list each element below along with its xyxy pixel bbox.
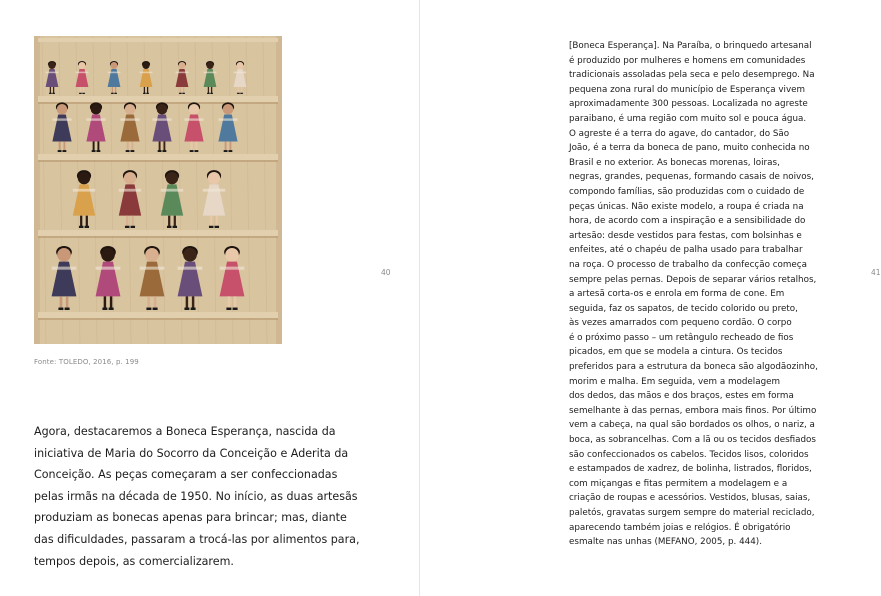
cabinet-side-left bbox=[34, 36, 40, 344]
body-paragraph bbox=[34, 421, 364, 572]
doll-leg bbox=[192, 296, 194, 308]
quote-line: Brasil e no exterior. As bonecas morenas, loiras, bbox=[569, 157, 780, 168]
doll-head bbox=[57, 104, 68, 115]
page-number-left: 40 bbox=[381, 268, 391, 277]
doll-trim bbox=[46, 72, 59, 74]
doll-leg bbox=[63, 141, 65, 151]
shelf-shadow bbox=[38, 318, 278, 320]
doll-trim bbox=[178, 267, 203, 270]
doll-shoe bbox=[191, 308, 196, 310]
doll-trim bbox=[184, 118, 203, 120]
doll-leg bbox=[59, 141, 61, 151]
doll-leg bbox=[159, 141, 161, 151]
doll-leg bbox=[168, 216, 170, 227]
doll-shoe bbox=[215, 226, 219, 228]
doll-shoe bbox=[62, 150, 66, 152]
doll-shoe bbox=[237, 93, 240, 94]
paragraph-line: das dificuldades, passaram a trocá-las por alimentos para, bbox=[34, 532, 360, 546]
doll-head bbox=[157, 104, 168, 115]
quote-line: são confeccionados os cabelos. Tecidos lisos, coloridos bbox=[569, 449, 809, 460]
doll-head bbox=[142, 62, 149, 69]
quote-line: esmalte nas unhas (MEFANO, 2005, p. 444). bbox=[569, 537, 762, 548]
shelf bbox=[38, 230, 278, 236]
quote-line: paraibano, é uma região com muito sol e pouca água. bbox=[569, 113, 807, 124]
paragraph-line: tempos depois, as comercializarem. bbox=[34, 554, 234, 568]
doll-leg bbox=[86, 216, 88, 227]
doll-shoe bbox=[153, 308, 158, 310]
page-number-right: 41 bbox=[871, 268, 881, 277]
doll-leg bbox=[234, 296, 236, 308]
doll-leg bbox=[147, 87, 148, 93]
paragraph-line: Conceição. As peças começaram a ser confeccionadas bbox=[34, 468, 338, 482]
doll-shoe bbox=[79, 226, 83, 228]
doll-leg bbox=[229, 141, 231, 151]
quote-line: O agreste é a terra do agave, do cantador, do São bbox=[569, 128, 790, 139]
doll-head bbox=[91, 104, 102, 115]
shelf-shadow bbox=[38, 236, 278, 238]
quote-line: compondo famílias, são produzidas com o cuidado de bbox=[569, 186, 805, 197]
doll-shoe bbox=[52, 93, 55, 94]
quote-line: peças únicas. Não existe modelo, a roupa é criada na bbox=[569, 201, 804, 212]
doll-leg bbox=[50, 87, 51, 93]
quote-line: vem a cabeça, na qual são bordados os olhos, o nariz, a bbox=[569, 420, 815, 431]
shelf-shadow bbox=[38, 160, 278, 162]
quote-line: pequena zona rural do município de Esperança vivem bbox=[569, 84, 806, 95]
doll-trim bbox=[119, 189, 141, 192]
top-board bbox=[38, 38, 278, 42]
doll-leg bbox=[132, 216, 134, 227]
doll-leg bbox=[127, 141, 129, 151]
doll-trim bbox=[140, 72, 153, 74]
doll-leg bbox=[228, 296, 230, 308]
doll-leg bbox=[241, 87, 242, 93]
doll-shoe bbox=[162, 150, 166, 152]
doll-leg bbox=[225, 141, 227, 151]
doll-leg bbox=[144, 87, 145, 93]
quote-line: picados, em que se modela a cintura. Os tecidos bbox=[569, 347, 783, 358]
left-page bbox=[0, 0, 419, 596]
doll-leg bbox=[183, 87, 184, 93]
quote-line: aparecendo também joias e relógios. É obrigatório bbox=[569, 522, 791, 533]
quote-line: preferidos para a estrutura da boneca são algodãozinho, bbox=[569, 362, 818, 373]
doll-head bbox=[78, 172, 90, 184]
cabinet-side-right bbox=[276, 36, 282, 344]
doll-trim bbox=[96, 267, 121, 270]
paragraph-line: pelas irmãs na década de 1950. No início, as duas artesãs bbox=[34, 489, 358, 503]
doll-shoe bbox=[182, 93, 185, 94]
doll-leg bbox=[174, 216, 176, 227]
doll-shoe bbox=[79, 93, 82, 94]
quote-line: negras, grandes, pequenas, formando casais de noivos, bbox=[569, 172, 814, 183]
doll-shoe bbox=[158, 150, 162, 152]
doll-shoe bbox=[194, 150, 198, 152]
doll-shoe bbox=[65, 308, 70, 310]
paragraph-line: produziam as bonecas apenas para brincar; mas, diante bbox=[34, 511, 347, 525]
doll-leg bbox=[60, 296, 62, 308]
doll-head bbox=[236, 62, 243, 69]
doll-head bbox=[145, 248, 159, 262]
doll-leg bbox=[216, 216, 218, 227]
doll-trim bbox=[234, 72, 247, 74]
quote-line: paletós, gravatas surgem sempre do material reciclado, bbox=[569, 508, 815, 518]
doll-leg bbox=[195, 141, 197, 151]
doll-leg bbox=[110, 296, 112, 308]
doll-shoe bbox=[96, 150, 100, 152]
doll-trim bbox=[108, 72, 121, 74]
quote-line: seguida, faz os sapatos, de tecido colorido ou preto, bbox=[569, 303, 798, 314]
doll-shoe bbox=[209, 226, 213, 228]
doll-shoe bbox=[146, 93, 149, 94]
figure-caption: Fonte: TOLEDO, 2016, p. 199 bbox=[34, 358, 139, 366]
quote-line: a artesã corta-os e enrola em forma de cone. Em bbox=[569, 289, 785, 300]
doll-leg bbox=[148, 296, 150, 308]
doll-shoe bbox=[58, 150, 62, 152]
quote-line: [Boneca Esperança]. Na Paraíba, o brinquedo artesanal bbox=[569, 41, 812, 51]
quote-line: boca, as sobrancelhas. Com a lã ou os tecidos desfiados bbox=[569, 435, 816, 446]
doll-shoe bbox=[190, 150, 194, 152]
quote-line: artesão: desde vestidos para festas, com bolsinhas e bbox=[569, 230, 802, 241]
quote-line: enfeites, até o chapéu de palha usado para trabalhar bbox=[569, 245, 803, 256]
quote-line: é produzido por mulheres e homens em comunidades bbox=[569, 55, 806, 66]
doll-head bbox=[78, 62, 85, 69]
doll-head bbox=[101, 248, 115, 262]
doll-leg bbox=[66, 296, 68, 308]
doll-shoe bbox=[228, 150, 232, 152]
doll-leg bbox=[191, 141, 193, 151]
block-quote bbox=[569, 39, 819, 550]
doll-head bbox=[183, 248, 197, 262]
doll-shoe bbox=[92, 150, 96, 152]
doll-shoe bbox=[58, 308, 63, 310]
doll-trim bbox=[152, 118, 171, 120]
quote-line: na roça. O processo de trabalho da confecção começa bbox=[569, 259, 807, 270]
doll-trim bbox=[52, 267, 77, 270]
shelf bbox=[38, 154, 278, 160]
doll-trim bbox=[76, 72, 89, 74]
quote-line: criação de roupas e acessórios. Vestidos, blusas, saias, bbox=[569, 493, 811, 504]
doll-head bbox=[189, 104, 200, 115]
quote-line: semelhante à das pernas, embora mais finos. Por último bbox=[569, 405, 817, 416]
doll-head bbox=[208, 172, 220, 184]
doll-head bbox=[125, 104, 136, 115]
doll-trim bbox=[204, 72, 217, 74]
shelf bbox=[38, 312, 278, 318]
doll-leg bbox=[163, 141, 165, 151]
doll-shoe bbox=[226, 308, 231, 310]
doll-leg bbox=[53, 87, 54, 93]
doll-shoe bbox=[85, 226, 89, 228]
doll-trim bbox=[73, 189, 95, 192]
doll-trim bbox=[220, 267, 245, 270]
doll-leg bbox=[131, 141, 133, 151]
quote-line: dos dedos, das mãos e dos braços, estes em forma bbox=[569, 391, 794, 402]
doll-head bbox=[124, 172, 136, 184]
doll-leg bbox=[154, 296, 156, 308]
doll-shoe bbox=[125, 226, 129, 228]
quote-line: tradicionais assoladas pela seca e pelo desemprego. Na bbox=[569, 70, 815, 81]
doll-trim bbox=[52, 118, 71, 120]
quote-line: aproximadamente 300 pessoas. Localizada no agreste bbox=[569, 99, 808, 110]
doll-leg bbox=[80, 216, 82, 227]
doll-leg bbox=[126, 216, 128, 227]
quote-line: às vezes amarrados com pequeno cordão. O corpo bbox=[569, 318, 792, 329]
doll-shoe bbox=[179, 93, 182, 94]
doll-leg bbox=[211, 87, 212, 93]
doll-leg bbox=[80, 87, 81, 93]
doll-shoe bbox=[126, 150, 130, 152]
doll-shoe bbox=[111, 93, 114, 94]
doll-head bbox=[178, 62, 185, 69]
doll-shoe bbox=[240, 93, 243, 94]
doll-leg bbox=[93, 141, 95, 151]
doll-shoe bbox=[130, 150, 134, 152]
doll-head bbox=[57, 248, 71, 262]
doll-leg bbox=[115, 87, 116, 93]
doll-leg bbox=[238, 87, 239, 93]
doll-shoe bbox=[49, 93, 52, 94]
doll-shoe bbox=[82, 93, 85, 94]
doll-trim bbox=[161, 189, 183, 192]
doll-head bbox=[110, 62, 117, 69]
doll-leg bbox=[83, 87, 84, 93]
doll-shoe bbox=[114, 93, 117, 94]
quote-line: João, é a terra da boneca de pano, muito conhecida no bbox=[569, 143, 810, 154]
doll-leg bbox=[104, 296, 106, 308]
doll-shoe bbox=[210, 93, 213, 94]
paragraph-line: Agora, destacaremos a Boneca Esperança, nascida da bbox=[34, 425, 336, 438]
doll-shoe bbox=[109, 308, 114, 310]
doll-head bbox=[223, 104, 234, 115]
doll-trim bbox=[218, 118, 237, 120]
paragraph-line: iniciativa de Maria do Socorro da Conceição e Aderita da bbox=[34, 446, 349, 460]
doll-head bbox=[225, 248, 239, 262]
doll-trim bbox=[120, 118, 139, 120]
doll-head bbox=[166, 172, 178, 184]
doll-shoe bbox=[224, 150, 228, 152]
quote-line: e estampados de xadrez, de bolinha, listrados, floridos, bbox=[569, 464, 812, 475]
doll-shoe bbox=[167, 226, 171, 228]
doll-shelf-photo bbox=[34, 36, 282, 344]
doll-trim bbox=[140, 267, 165, 270]
doll-shoe bbox=[207, 93, 210, 94]
doll-shoe bbox=[131, 226, 135, 228]
shelf bbox=[38, 96, 278, 102]
doll-leg bbox=[97, 141, 99, 151]
doll-head bbox=[48, 62, 55, 69]
doll-trim bbox=[203, 189, 225, 192]
doll-trim bbox=[86, 118, 105, 120]
doll-shoe bbox=[102, 308, 107, 310]
quote-line: morim e malha. Em seguida, vem a modelagem bbox=[569, 376, 781, 387]
doll-shoe bbox=[173, 226, 177, 228]
doll-head bbox=[206, 62, 213, 69]
quote-line: é o próximo passo – um retângulo recheado de fios bbox=[569, 332, 794, 343]
doll-leg bbox=[208, 87, 209, 93]
doll-shoe bbox=[143, 93, 146, 94]
quote-line: com miçangas e fitas permitem a modelagem e a bbox=[569, 478, 788, 489]
quote-line: sempre pelas pernas. Depois de separar vários retalhos, bbox=[569, 274, 817, 285]
doll-shoe bbox=[146, 308, 151, 310]
photo-illustration bbox=[34, 36, 282, 344]
doll-shoe bbox=[184, 308, 189, 310]
doll-leg bbox=[210, 216, 212, 227]
doll-trim bbox=[176, 72, 189, 74]
doll-leg bbox=[112, 87, 113, 93]
doll-leg bbox=[180, 87, 181, 93]
quote-line: hora, de acordo com a inspiração e a sensibilidade do bbox=[569, 216, 806, 227]
doll-shoe bbox=[233, 308, 238, 310]
doll-leg bbox=[186, 296, 188, 308]
